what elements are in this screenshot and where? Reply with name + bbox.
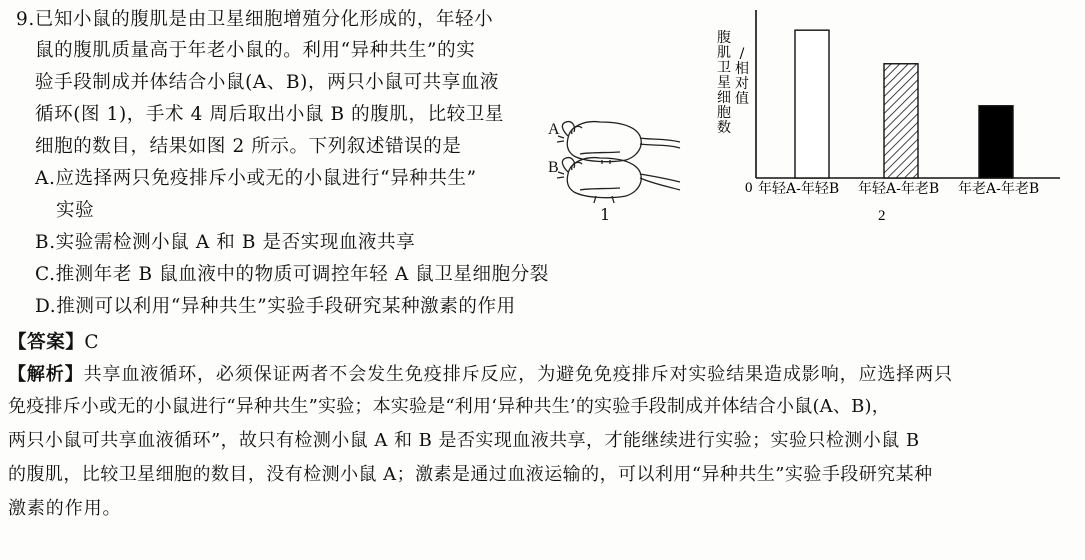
bars-group [795, 30, 1013, 178]
mouse-a-tail-2 [640, 144, 680, 148]
mouse-b-label: B [548, 159, 559, 176]
analysis-line-4: 的腹肌，比较卫星细胞的数目，没有检测小鼠 A；激素是通过血液运输的，可以利用“异种共生”实验手段研究某种 [8, 464, 933, 485]
y-axis-label-char: / [739, 46, 745, 62]
x-tick-label-1: 年轻A-年轻B [758, 181, 840, 197]
analysis-line-5: 激素的作用。 [8, 498, 122, 519]
bar-1 [795, 30, 829, 178]
answer-label: 【答案】 [8, 332, 85, 353]
question-line-5: 细胞的数目，结果如图 2 所示。下列叙述错误的是 [35, 136, 462, 157]
analysis-text-1: 共享血液循环，必须保证两者不会发生免疫排斥反应，为避免免疫排斥对实验结果造成影响，应选择两只 [83, 364, 954, 385]
y-axis-label-char: 腹 [717, 30, 731, 46]
analysis-label: 【解析】 [8, 364, 84, 385]
x-tick-labels [758, 180, 1039, 197]
option-a-cont: 实验 [56, 200, 95, 221]
parabiosis-mice-drawing [540, 108, 690, 218]
mouse-a-label: A [548, 121, 560, 138]
analysis-line-2: 免疫排斥小或无的小鼠进行“异种共生”实验；本实验是“利用‘异种共生’的实验手段制成并体结合小鼠(A、B)， [8, 396, 890, 417]
bar-chart-svg [700, 0, 1085, 230]
y-axis-label-char: 值 [735, 91, 749, 107]
x-tick-label-3: 年老A-年老B [958, 181, 1040, 197]
mouse-a-tail [640, 138, 680, 142]
y-axis-label [717, 30, 749, 136]
mouse-b-tail-2 [640, 178, 680, 190]
y-axis-label-char: 相 [735, 61, 749, 77]
y-axis-label-char: 细 [717, 90, 731, 106]
mouse-a-ear-2 [572, 126, 582, 134]
figure-1-caption: 1 [600, 205, 611, 224]
mouse-a-fold [580, 152, 620, 154]
mouse-b-ear-2 [572, 162, 582, 170]
y-axis-label-char: 肌 [717, 45, 731, 61]
answer-value: C [84, 332, 100, 353]
option-a: A.应选择两只免疫排斥小或无的小鼠进行“异种共生” [35, 168, 477, 189]
question-line-2: 鼠的腹肌质量高于年老小鼠的。利用“异种共生”的实 [35, 40, 476, 61]
figure-1-mice [540, 108, 690, 218]
option-c: C.推测年老 B 鼠血液中的物质可调控年轻 A 鼠卫星细胞分裂 [35, 264, 549, 285]
y-axis-label-char: 星 [717, 75, 731, 91]
analysis-line-1 [8, 363, 953, 387]
option-d: D.推测可以利用“异种共生”实验手段研究某种激素的作用 [35, 296, 516, 317]
mouse-b-body [567, 158, 641, 198]
option-b: B.实验需检测小鼠 A 和 B 是否实现血液共享 [35, 232, 416, 253]
origin-label: 0 [745, 180, 753, 196]
bar-2 [884, 64, 918, 178]
mouse-a-body [567, 122, 641, 162]
question-line-3: 验手段制成并体结合小鼠(A、B)，两只小鼠可共享血液 [35, 72, 499, 93]
answer-line [8, 331, 99, 355]
figure-2-chart [700, 0, 1085, 230]
mouse-b-fold [580, 188, 620, 190]
y-axis-label-char: 对 [735, 76, 749, 92]
y-axis-label-char: 数 [717, 120, 731, 136]
mouse-feet [594, 160, 614, 203]
analysis-line-3: 两只小鼠可共享血液循环”，故只有检测小鼠 A 和 B 是否实现血液共享，才能继续进行实验；实验只检测小鼠 B [8, 430, 920, 451]
y-axis-label-char: 胞 [717, 105, 731, 121]
y-axis-label-char: 卫 [717, 60, 731, 76]
x-tick-label-2: 年轻A-年老B [858, 181, 940, 197]
bar-3 [979, 106, 1013, 178]
mouse-whiskers [557, 136, 564, 178]
question-line-4: 循环(图 1)，手术 4 周后取出小鼠 B 的腹肌，比较卫星 [35, 104, 504, 125]
figure-2-caption: 2 [878, 208, 886, 224]
question-line-1: 9.已知小鼠的腹肌是由卫星细胞增殖分化形成的，年轻小 [16, 9, 494, 30]
